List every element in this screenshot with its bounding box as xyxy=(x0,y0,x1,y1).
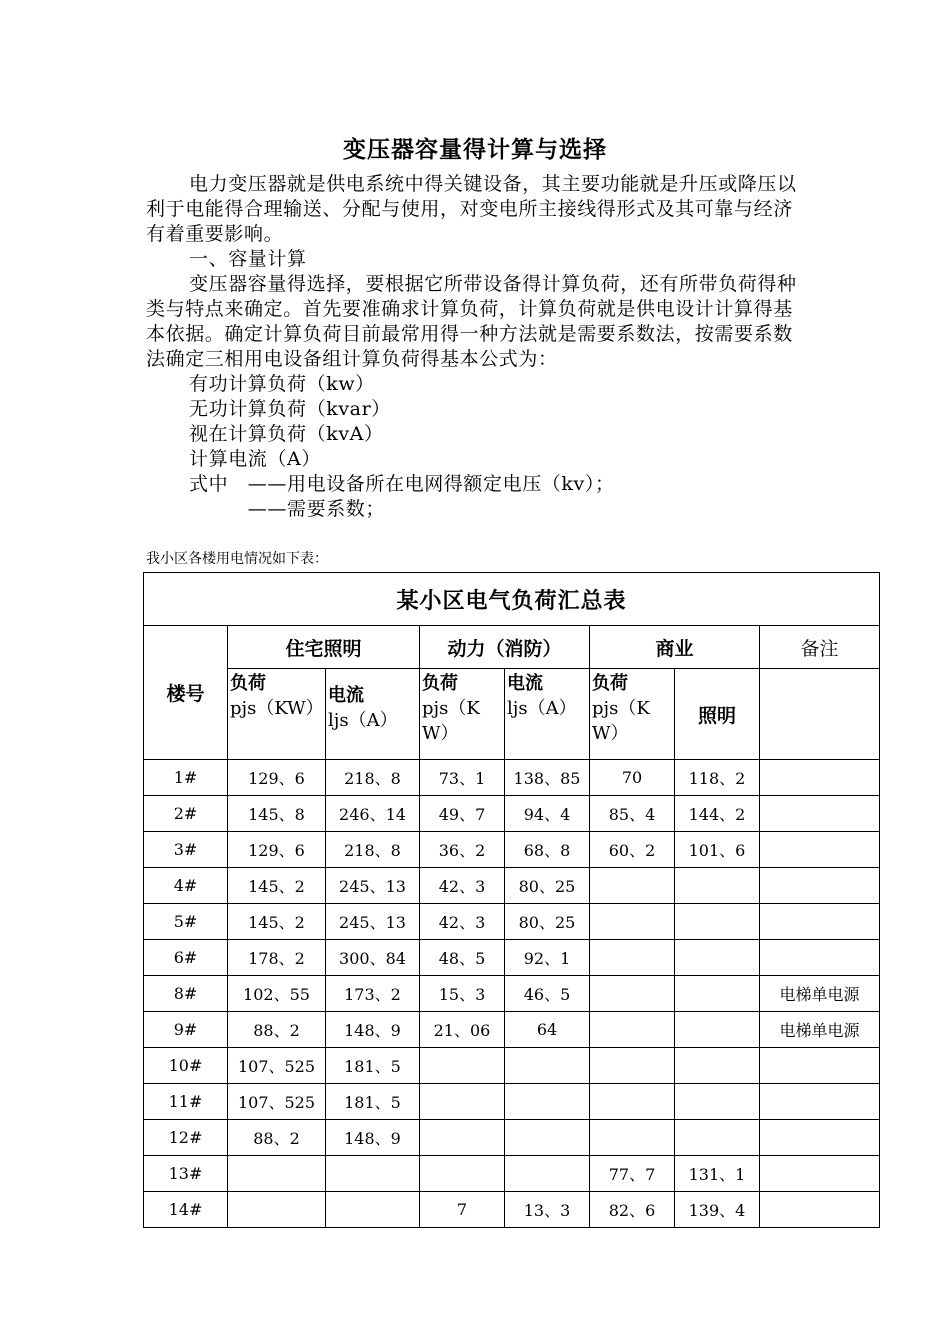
table-row xyxy=(144,1120,880,1156)
formula-line: 无功计算负荷（kvar） xyxy=(189,398,391,420)
table-row xyxy=(144,760,880,796)
table-row xyxy=(144,1012,880,1048)
cell-building: 8# xyxy=(144,976,228,1012)
intro-paragraph: 电力变压器就是供电系统中得关键设备，其主要功能就是升压或降压以利于电能得合理输送、分配与使用，对变电所主接线得形式及其可靠与经济有着重要影响。 xyxy=(146,173,797,245)
table-row xyxy=(144,796,880,832)
cell-commercial-load xyxy=(590,1084,675,1120)
cell-residential-current: 300、84 xyxy=(326,940,420,976)
cell-residential-load: 88、2 xyxy=(228,1012,326,1048)
cell-residential-current xyxy=(326,1192,420,1228)
cell-commercial-lighting xyxy=(675,940,760,976)
cell-residential-load: 107、525 xyxy=(228,1048,326,1084)
cell-remarks: 电梯单电源 xyxy=(760,1012,880,1048)
cell-commercial-load xyxy=(590,1012,675,1048)
cell-remarks xyxy=(760,868,880,904)
cell-commercial-load: 60、2 xyxy=(590,832,675,868)
cell-commercial-load xyxy=(590,940,675,976)
cell-commercial-load xyxy=(590,904,675,940)
cell-power-load: 42、3 xyxy=(420,868,505,904)
cell-building: 6# xyxy=(144,940,228,976)
cell-power-load xyxy=(420,1048,505,1084)
cell-residential-load: 178、2 xyxy=(228,940,326,976)
cell-remarks xyxy=(760,796,880,832)
cell-residential-current: 181、5 xyxy=(326,1084,420,1120)
group-header-power-fire: 动力（消防） xyxy=(420,626,590,669)
document-title: 变压器容量得计算与选择 xyxy=(343,136,607,163)
cell-commercial-lighting xyxy=(675,1084,760,1120)
cell-commercial-lighting xyxy=(675,904,760,940)
table-row xyxy=(144,940,880,976)
cell-commercial-load xyxy=(590,976,675,1012)
section-heading: 一、容量计算 xyxy=(189,248,307,270)
cell-power-current: 92、1 xyxy=(505,940,590,976)
cell-residential-current: 245、13 xyxy=(326,904,420,940)
cell-commercial-lighting: 101、6 xyxy=(675,832,760,868)
cell-residential-current: 218、8 xyxy=(326,760,420,796)
cell-residential-load: 102、55 xyxy=(228,976,326,1012)
cell-power-load: 7 xyxy=(420,1192,505,1228)
cell-power-load: 36、2 xyxy=(420,832,505,868)
cell-residential-load: 107、525 xyxy=(228,1084,326,1120)
subheader-load: 负荷 pjs（KW） xyxy=(590,669,675,760)
subheader-load: 负荷 pjs（KW） xyxy=(420,669,505,760)
cell-building: 12# xyxy=(144,1120,228,1156)
cell-power-current xyxy=(505,1084,590,1120)
table-intro: 我小区各楼用电情况如下表： xyxy=(146,551,328,567)
table-row xyxy=(144,904,880,940)
subheader-current: 电流 ljs（A） xyxy=(505,669,590,760)
cell-remarks: 电梯单电源 xyxy=(760,976,880,1012)
table-row xyxy=(144,832,880,868)
cell-residential-current: 148、9 xyxy=(326,1120,420,1156)
cell-power-load: 42、3 xyxy=(420,904,505,940)
cell-commercial-load xyxy=(590,1048,675,1084)
cell-commercial-load: 82、6 xyxy=(590,1192,675,1228)
cell-building: 3# xyxy=(144,832,228,868)
cell-power-load xyxy=(420,1120,505,1156)
load-summary-table xyxy=(143,572,880,1228)
cell-residential-load: 129、6 xyxy=(228,832,326,868)
cell-power-current xyxy=(505,1156,590,1192)
cell-residential-current: 218、8 xyxy=(326,832,420,868)
cell-remarks xyxy=(760,904,880,940)
table-row xyxy=(144,1156,880,1192)
cell-building: 11# xyxy=(144,1084,228,1120)
cell-power-current xyxy=(505,1048,590,1084)
cell-commercial-load: 85、4 xyxy=(590,796,675,832)
cell-residential-current: 173、2 xyxy=(326,976,420,1012)
cell-power-load: 73、1 xyxy=(420,760,505,796)
subheader-remarks-empty xyxy=(760,669,880,760)
table-body xyxy=(144,760,880,1228)
table-row xyxy=(144,1084,880,1120)
cell-residential-load: 88、2 xyxy=(228,1120,326,1156)
cell-remarks xyxy=(760,1084,880,1120)
cell-residential-load: 129、6 xyxy=(228,760,326,796)
cell-commercial-lighting xyxy=(675,868,760,904)
cell-remarks xyxy=(760,760,880,796)
cell-power-current: 13、3 xyxy=(505,1192,590,1228)
cell-power-load: 21、06 xyxy=(420,1012,505,1048)
cell-commercial-load: 70 xyxy=(590,760,675,796)
formula-line: ——需要系数； xyxy=(189,498,386,520)
cell-power-current: 80、25 xyxy=(505,904,590,940)
cell-residential-current xyxy=(326,1156,420,1192)
cell-commercial-lighting: 118、2 xyxy=(675,760,760,796)
formula-line: 式中 ——用电设备所在电网得额定电压（kv）； xyxy=(189,473,615,495)
group-header-residential-lighting: 住宅照明 xyxy=(228,626,420,669)
cell-power-current: 138、85 xyxy=(505,760,590,796)
cell-remarks xyxy=(760,1192,880,1228)
cell-residential-current: 246、14 xyxy=(326,796,420,832)
cell-building: 14# xyxy=(144,1192,228,1228)
cell-remarks xyxy=(760,1156,880,1192)
cell-commercial-lighting xyxy=(675,1120,760,1156)
cell-power-current: 94、4 xyxy=(505,796,590,832)
cell-residential-load: 145、8 xyxy=(228,796,326,832)
cell-power-load: 49、7 xyxy=(420,796,505,832)
cell-commercial-lighting: 139、4 xyxy=(675,1192,760,1228)
cell-commercial-lighting: 144、2 xyxy=(675,796,760,832)
cell-power-current: 46、5 xyxy=(505,976,590,1012)
cell-residential-load: 145、2 xyxy=(228,904,326,940)
cell-power-load xyxy=(420,1156,505,1192)
cell-residential-load xyxy=(228,1192,326,1228)
cell-building: 4# xyxy=(144,868,228,904)
cell-building: 10# xyxy=(144,1048,228,1084)
body-text xyxy=(146,172,808,522)
subheader-load: 负荷 pjs（KW） xyxy=(228,669,326,760)
cell-power-current xyxy=(505,1120,590,1156)
cell-commercial-load: 77、7 xyxy=(590,1156,675,1192)
group-header-remarks: 备注 xyxy=(760,626,880,669)
cell-power-current: 68、8 xyxy=(505,832,590,868)
cell-residential-load xyxy=(228,1156,326,1192)
cell-commercial-lighting xyxy=(675,1012,760,1048)
cell-building: 13# xyxy=(144,1156,228,1192)
building-header: 楼号 xyxy=(144,626,228,760)
cell-commercial-load xyxy=(590,1120,675,1156)
cell-commercial-lighting xyxy=(675,976,760,1012)
group-header-commercial: 商业 xyxy=(590,626,760,669)
cell-residential-load: 145、2 xyxy=(228,868,326,904)
formula-line: 计算电流（A） xyxy=(189,448,321,470)
cell-commercial-lighting: 131、1 xyxy=(675,1156,760,1192)
cell-building: 5# xyxy=(144,904,228,940)
cell-remarks xyxy=(760,1048,880,1084)
table-row xyxy=(144,976,880,1012)
cell-power-load: 15、3 xyxy=(420,976,505,1012)
subheader-current: 电流 ljs（A） xyxy=(326,669,420,760)
cell-remarks xyxy=(760,832,880,868)
table-row xyxy=(144,1048,880,1084)
subheader-lighting: 照明 xyxy=(675,669,760,760)
cell-remarks xyxy=(760,940,880,976)
cell-remarks xyxy=(760,1120,880,1156)
cell-residential-current: 148、9 xyxy=(326,1012,420,1048)
cell-power-load: 48、5 xyxy=(420,940,505,976)
cell-residential-current: 245、13 xyxy=(326,868,420,904)
table-row xyxy=(144,868,880,904)
cell-commercial-load xyxy=(590,868,675,904)
cell-commercial-lighting xyxy=(675,1048,760,1084)
formula-line: 视在计算负荷（kvA） xyxy=(189,423,384,445)
capacity-paragraph: 变压器容量得选择，要根据它所带设备得计算负荷，还有所带负荷得种类与特点来确定。首先要准确求计算负荷，计算负荷就是供电设计计算得基本依据。确定计算负荷目前最常用得一种方法就是需要系数法，按需要系数法确定三相用电设备组计算负荷得基本公式为： xyxy=(146,273,797,370)
cell-building: 9# xyxy=(144,1012,228,1048)
cell-power-load xyxy=(420,1084,505,1120)
formula-line: 有功计算负荷（kw） xyxy=(189,373,375,395)
table-row xyxy=(144,1192,880,1228)
cell-power-current: 64 xyxy=(505,1012,590,1048)
cell-building: 2# xyxy=(144,796,228,832)
table-title: 某小区电气负荷汇总表 xyxy=(144,573,880,626)
cell-power-current: 80、25 xyxy=(505,868,590,904)
cell-building: 1# xyxy=(144,760,228,796)
cell-residential-current: 181、5 xyxy=(326,1048,420,1084)
